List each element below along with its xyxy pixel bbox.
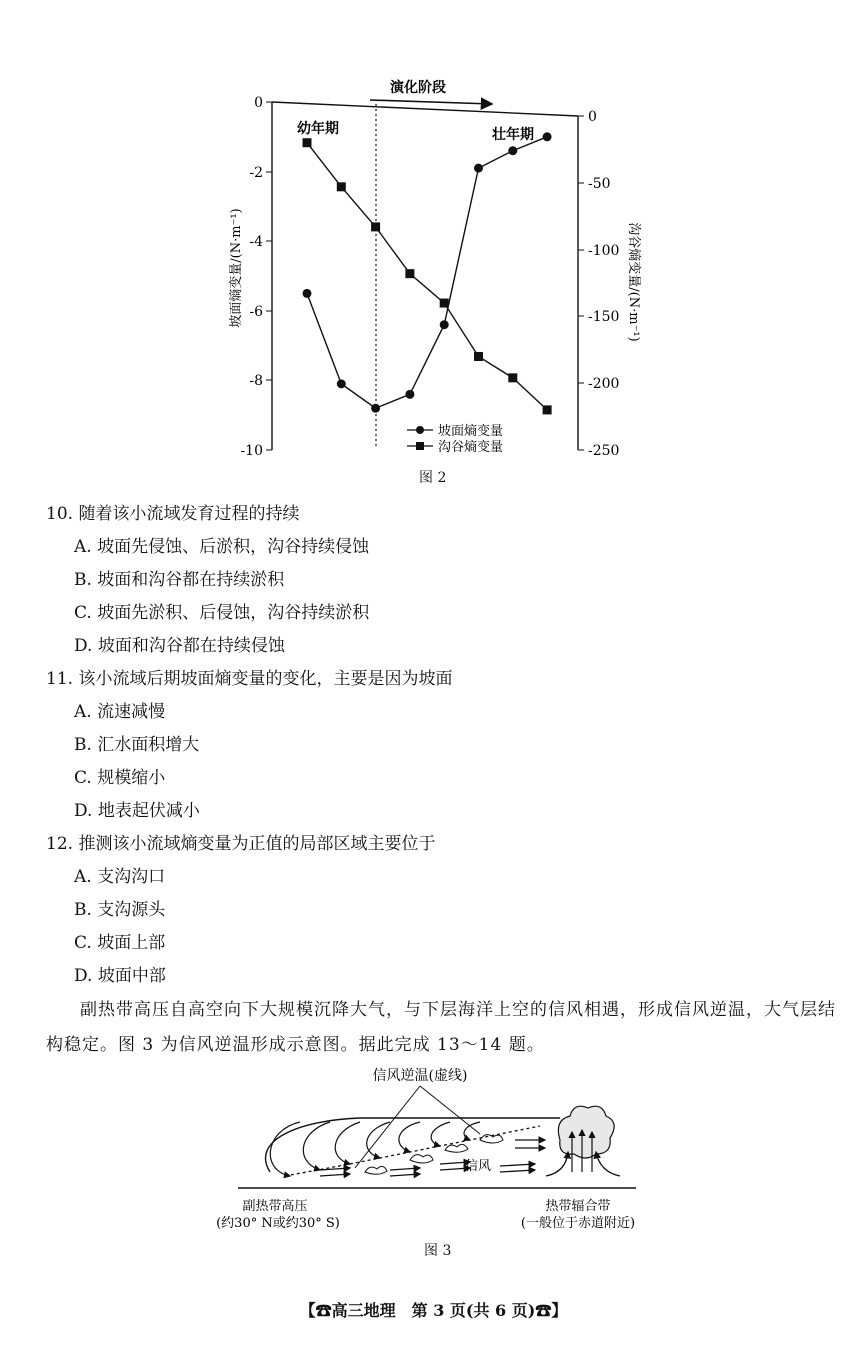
right-tick-label: -200 (588, 376, 620, 392)
questions-section (46, 498, 846, 1063)
option: A. 流速减慢 (74, 702, 166, 722)
itcz-label: 热带辐合带 (545, 1199, 611, 1214)
option: A. 坡面先侵蚀、后淤积，沟谷持续侵蚀 (74, 537, 370, 557)
subtropical-high-label: 副热带高压 (242, 1199, 308, 1214)
left-tick-label: -4 (249, 234, 263, 250)
option: D. 坡面和沟谷都在持续侵蚀 (74, 636, 285, 656)
slope-data-point (337, 379, 346, 388)
option: C. 坡面上部 (74, 933, 166, 953)
slope-data-point (371, 404, 380, 413)
series-gully-points (303, 138, 552, 414)
passage-text: 副热带高压自高空向下大规模沉降大气，与下层海洋上空的信风相遇，形成信风逆温，大气层结构稳定。图 3 为信风逆温形成示意图。据此完成 13～14 题。 (46, 1000, 836, 1055)
right-tick-label: -250 (588, 443, 620, 459)
option: B. 汇水面积增大 (74, 735, 200, 755)
question-11: 11. 该小流域后期坡面熵变量的变化，主要是因为坡面 (46, 669, 453, 689)
slope-data-point (508, 146, 517, 155)
gully-data-point (543, 405, 552, 414)
question-12: 12. 推测该小流域熵变量为正值的局部区域主要位于 (46, 834, 436, 854)
figure-3-diagram (0, 1060, 867, 1260)
gully-data-point (405, 269, 414, 278)
subtropical-high-lat: (约30° N或约30° S) (216, 1216, 340, 1231)
left-ticks (240, 95, 272, 459)
evolution-label: 演化阶段 (390, 80, 446, 96)
option: C. 规模缩小 (74, 768, 166, 788)
legend-label: 沟谷熵变量 (438, 440, 504, 455)
evolution-arrow (370, 100, 492, 104)
pointer-line (355, 1086, 420, 1168)
legend-square-icon (416, 442, 424, 450)
slope-data-point (405, 390, 414, 399)
option: A. 支沟沟口 (74, 867, 166, 887)
left-axis-title: 坡面熵变量/(N·m⁻¹) (229, 208, 244, 328)
stage-mature: 壮年期 (492, 127, 534, 143)
right-axis-title: 沟谷熵变量/(N·m⁻¹) (626, 222, 641, 342)
itcz-location: (一般位于赤道附近) (520, 1216, 636, 1231)
left-tick-label: -8 (249, 373, 263, 389)
right-tick-label: -50 (588, 176, 611, 192)
series-slope-points (303, 132, 552, 412)
series-slope-line (307, 137, 547, 408)
question-10: 10. 随着该小流域发育过程的持续 (46, 504, 300, 524)
slope-data-point (474, 164, 483, 173)
right-tick-label: -150 (588, 309, 620, 325)
gully-data-point (474, 352, 483, 361)
option: D. 坡面中部 (74, 966, 166, 986)
legend-label: 坡面熵变量 (438, 424, 504, 439)
top-axis (272, 102, 578, 116)
convective-cloud-icon (558, 1106, 614, 1158)
left-tick-label: -2 (249, 165, 263, 181)
right-tick-label: 0 (588, 109, 597, 125)
option: D. 地表起伏减小 (74, 801, 200, 821)
gully-data-point (303, 138, 312, 147)
slope-data-point (440, 320, 449, 329)
option: C. 坡面先淤积、后侵蚀，沟谷持续淤积 (74, 603, 370, 623)
slope-data-point (303, 289, 312, 298)
trade-wind-label: 信风 (464, 1159, 492, 1174)
pointer-line (420, 1086, 480, 1134)
gully-data-point (508, 373, 517, 382)
figure-3-caption: 图 3 (424, 1243, 452, 1259)
gully-data-point (371, 222, 380, 231)
left-tick-label: 0 (254, 95, 263, 111)
right-tick-label: -100 (588, 243, 620, 259)
option: B. 支沟源头 (74, 900, 166, 920)
convergence-arrow (596, 1152, 620, 1176)
gully-data-point (337, 182, 346, 191)
left-tick-label: -6 (249, 304, 263, 320)
right-ticks (578, 109, 619, 459)
stage-juvenile: 幼年期 (297, 121, 339, 137)
figure-2-chart (0, 0, 867, 460)
left-tick-label: -10 (240, 443, 263, 459)
legend-circle-icon (416, 426, 424, 434)
inversion-label: 信风逆温(虚线) (372, 1068, 468, 1084)
gully-data-point (440, 299, 449, 308)
page-footer: 【☎高三地理 第 3 页(共 6 页)☎】 (299, 1301, 568, 1320)
figure-2-caption: 图 2 (419, 470, 447, 486)
convergence-arrow (546, 1152, 568, 1176)
option: B. 坡面和沟谷都在持续淤积 (74, 570, 285, 590)
legend (407, 423, 503, 455)
slope-data-point (543, 132, 552, 141)
